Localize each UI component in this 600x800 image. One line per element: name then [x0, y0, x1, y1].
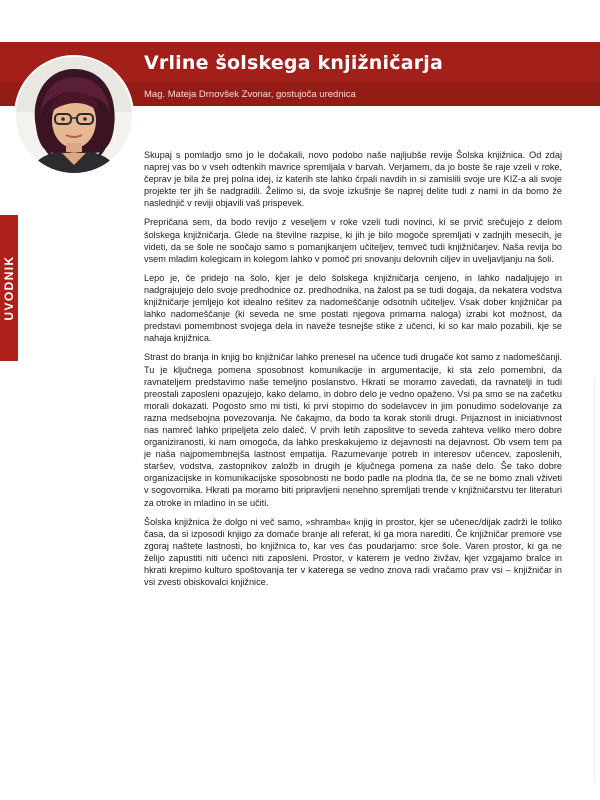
- author-byline: Mag. Mateja Drnovšek Zvonar, gostujoča urednica: [144, 89, 356, 100]
- paragraph: Strast do branja in knjig bo knjižničar lahko prenesel na učence tudi drugače kot samo z nadomeščanji. Tu je ključnega pomena sposobnost komunikacije in argumentacije, ki sta zelo pomembni, da ravnateljem predstavimo naše temeljno poslanstvo. Hkrati se moramo zavedati, da ravnatelji in tudi preostali zaposleni opazujejo, kako delamo, in dobro delo je vedno opaženo. Vsi pa smo se na začetku morali dokazati. Pogosto smo mi tisti, ki prvi stopimo do sodelavcev in jim ponudimo sodelovanje za razna medsebojna povezovanja. Ne čakajmo, da bodo ta korak storili drugi. Prijaznost in iniciativnost nas namreč lahko pripeljeta zelo daleč. V prvih letih zaposlitve to seveda zahteva veliko mero dobre organiziranosti, ki nam omogoča, da lahko preskakujemo iz dejavnosti na dejavnost. Ob vsem tem pa je naša najpomembnejša lastnost empatija. Razumevanje potreb in interesov učencev, zaposlenih, staršev, vodstva, zastopnikov založb in drugih je ključnega pomena za naše delo. Še tako dobre organizacijske in komunikacijske sposobnosti ne bodo padle na plodna tla, če se ne bomo znali vživeti v sogovornika. Hkrati pa moramo biti pripravljeni nenehno spremljati trende v knjižničarstvu ter literaturi za otroke in mladino in se učiti.: [144, 352, 562, 508]
- paragraph: Prepričana sem, da bodo revijo z veseljem v roke vzeli tudi novinci, ki se prvič srečujejo z delom šolskega knjižničarja. Glede na številne razpise, ki jih je bilo mogoče spremljati v zadnjih mesecih, je videti, da se šole ne soočajo samo s pomanjkanjem učiteljev, temveč tudi knjižničarjev. Naša revija bo vsem mladim kolegicam in kolegom lahko v pomoč pri snovanju delovnih ciljev in uveljavljanju na šoli.: [144, 217, 562, 264]
- paragraph: Skupaj s pomladjo smo jo le dočakali, novo podobo naše najljubše revije Šolska knjižnica. Od zdaj naprej vas bo v vseh odtenkih mavrice spremljala v barvah. Verjamem, da jo boste še raje vzeli v roke, čeprav je bila že prej polna idej, iz katerih ste lahko črpali navdih in si zamislili svoje ure KIZ-a ali svoje projekte ter jih še nadgradili. Želimo si, da svoje izkušnje še naprej delite tudi z nami in da bomo že naslednjič v reviji objavili vaš prispevek.: [144, 150, 562, 209]
- article-body: [144, 149, 562, 595]
- paragraph: Šolska knjižnica že dolgo ni več samo, »shramba« knjig in prostor, kjer se učenec/dijak zadrži le toliko časa, da si izposodi knjigo za domače branje ali referat, ki ga mora narediti. Če knjižničar premore vse zgoraj naštete lastnosti, bo knjižnica to, kar ves čas poudarjamo: srce šole. Varen prostor, ki ga ne želijo zapustiti niti učenci niti zaposleni. Prostor, v katerem je vedno živžav, kjer vzgajamo bralce in hkrati krepimo kulturo spoštovanja ter v katerega se vedno znova radi vračamo prav vsi – knjižničar in vsi zvesti obiskovalci knjižnice.: [144, 516, 562, 588]
- paragraph: Lepo je, če pridejo na šolo, kjer je delo šolskega knjižničarja cenjeno, in lahko nadaljujejo in nadgrajujejo delo svoje predhodnice oz. predhodnika, na žalost pa se tudi dogaja, da nekatera vodstva knjižničarje jemljejo kot idealno rešitev za nadomeščanje odsotnih učiteljev. Vsak dober knjižničar pa lahko nadomeščanje (ki seveda ne sme postati njegova primarna naloga) izrabi kot možnost, da predstavi pomembnost svojega dela in naveže tesnejše stike z učenci, ki so kar malo pozabili, kje se nahaja knjižnica.: [144, 272, 562, 344]
- page-edge-divider: [594, 380, 595, 780]
- author-portrait-icon: [16, 57, 132, 173]
- page-title: Vrline šolskega knjižničarja: [144, 52, 444, 74]
- portrait-illustration: [16, 57, 132, 173]
- section-label: UVODNIK: [2, 255, 16, 321]
